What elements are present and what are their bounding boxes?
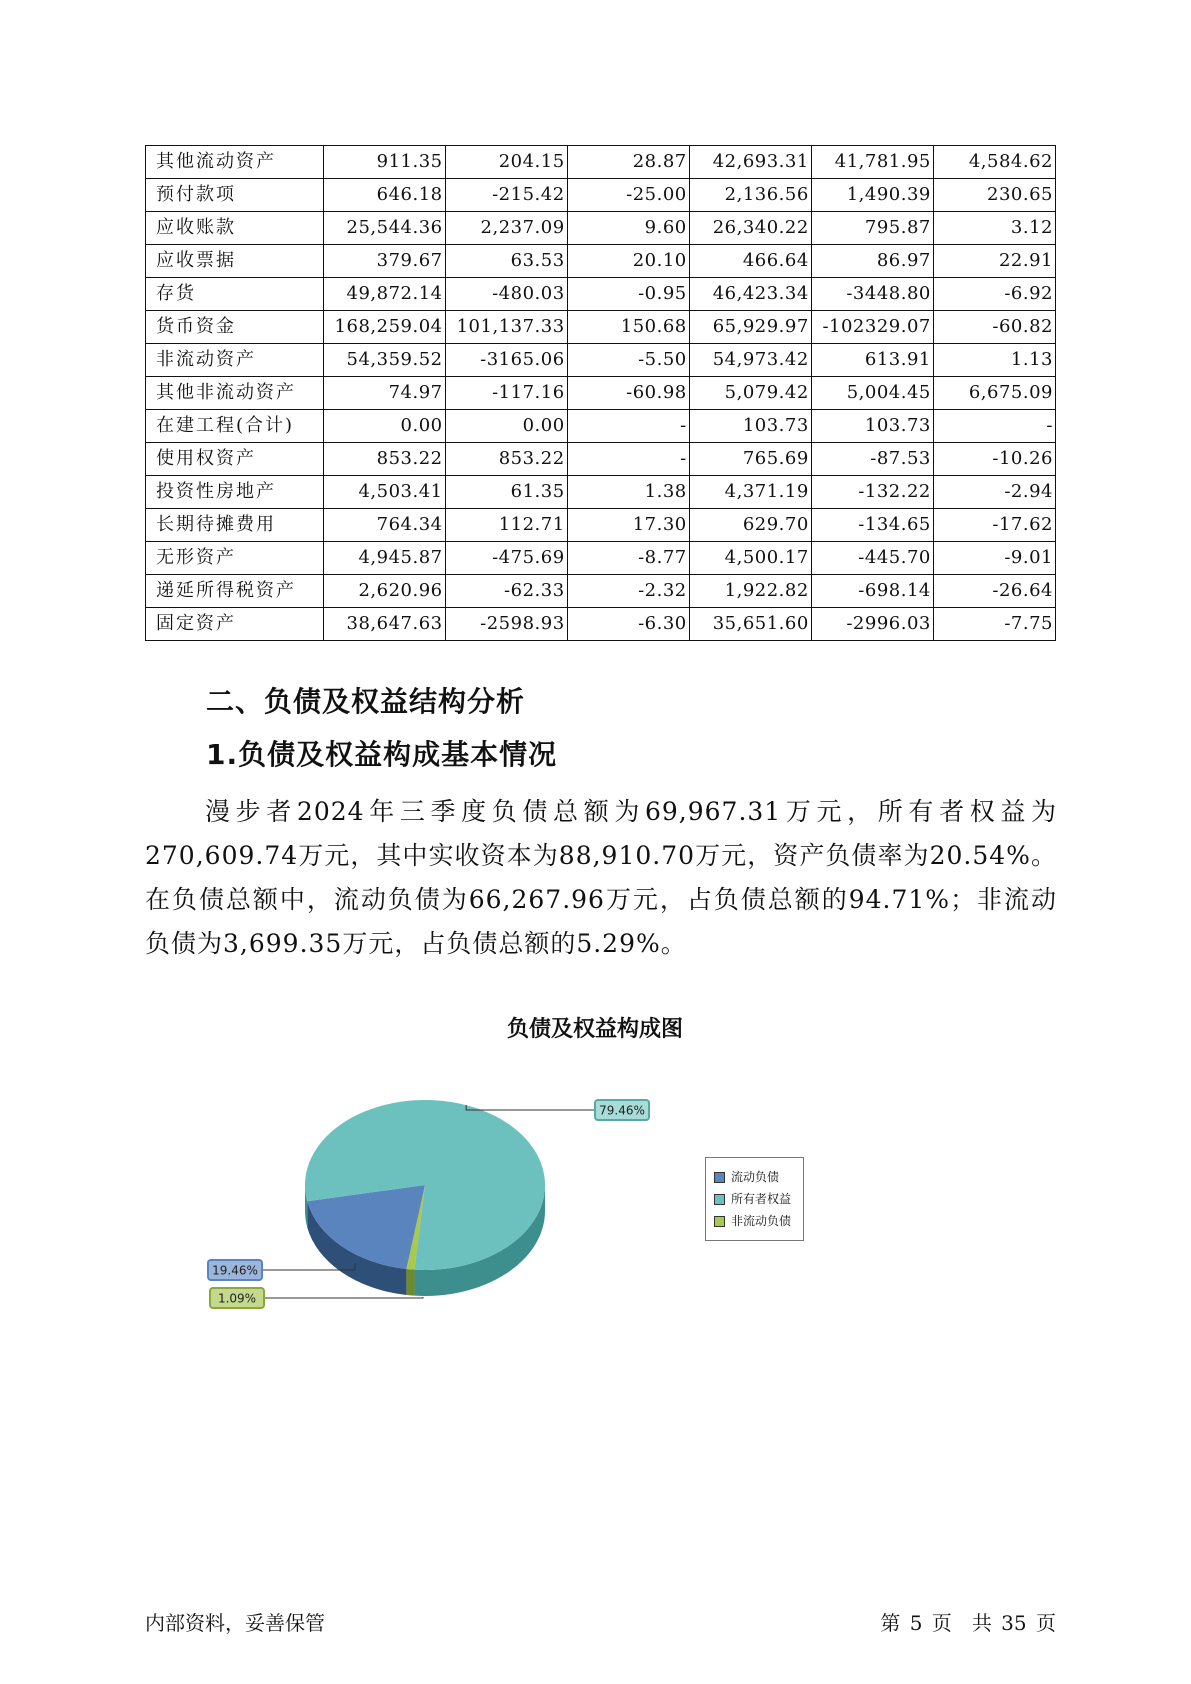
value-cell: 28.87 <box>567 146 689 179</box>
row-label-cell: 预付款项 <box>146 179 324 212</box>
value-cell: -475.69 <box>445 542 567 575</box>
value-cell: 646.18 <box>323 179 445 212</box>
value-cell: - <box>933 410 1055 443</box>
legend-item <box>714 1188 803 1210</box>
value-cell: -10.26 <box>933 443 1055 476</box>
legend-item <box>714 1166 803 1188</box>
value-cell: -102329.07 <box>811 311 933 344</box>
table-row <box>146 377 1056 410</box>
value-cell: -117.16 <box>445 377 567 410</box>
value-cell: -87.53 <box>811 443 933 476</box>
value-cell: 5,079.42 <box>689 377 811 410</box>
chart-legend <box>705 1157 804 1241</box>
value-cell: 2,136.56 <box>689 179 811 212</box>
chart-title: 负债及权益构成图 <box>506 1017 683 1042</box>
value-cell: 765.69 <box>689 443 811 476</box>
legend-item <box>714 1210 803 1232</box>
value-cell: -7.75 <box>933 608 1055 641</box>
footer-page-number: 第 5 页 共 35 页 <box>880 1611 1056 1635</box>
value-cell: 379.67 <box>323 245 445 278</box>
value-cell: -60.98 <box>567 377 689 410</box>
value-cell: 17.30 <box>567 509 689 542</box>
legend-label: 非流动负债 <box>731 1214 792 1228</box>
value-cell: -62.33 <box>445 575 567 608</box>
row-label-cell: 递延所得税资产 <box>146 575 324 608</box>
value-cell: -215.42 <box>445 179 567 212</box>
value-cell: 35,651.60 <box>689 608 811 641</box>
value-cell: 26,340.22 <box>689 212 811 245</box>
value-cell: -17.62 <box>933 509 1055 542</box>
table-row <box>146 410 1056 443</box>
row-label-cell: 其他非流动资产 <box>146 377 324 410</box>
leader-line <box>264 1297 423 1298</box>
value-cell: 9.60 <box>567 212 689 245</box>
value-cell: -60.82 <box>933 311 1055 344</box>
value-cell: 42,693.31 <box>689 146 811 179</box>
row-label-cell: 非流动资产 <box>146 344 324 377</box>
value-cell: 204.15 <box>445 146 567 179</box>
value-cell: 4,371.19 <box>689 476 811 509</box>
value-cell: -6.92 <box>933 278 1055 311</box>
value-cell: 103.73 <box>689 410 811 443</box>
value-cell: -9.01 <box>933 542 1055 575</box>
value-cell: 20.10 <box>567 245 689 278</box>
value-cell: 150.68 <box>567 311 689 344</box>
data-label: 1.09% <box>217 1291 257 1306</box>
value-cell: -134.65 <box>811 509 933 542</box>
value-cell: 853.22 <box>445 443 567 476</box>
value-cell: -26.64 <box>933 575 1055 608</box>
value-cell: 6,675.09 <box>933 377 1055 410</box>
value-cell: 101,137.33 <box>445 311 567 344</box>
value-cell: 4,500.17 <box>689 542 811 575</box>
value-cell: 1.38 <box>567 476 689 509</box>
legend-swatch <box>714 1216 725 1227</box>
value-cell: 613.91 <box>811 344 933 377</box>
value-cell: 74.97 <box>323 377 445 410</box>
value-cell: 49,872.14 <box>323 278 445 311</box>
legend-label: 流动负债 <box>731 1170 780 1184</box>
value-cell: -5.50 <box>567 344 689 377</box>
value-cell: -445.70 <box>811 542 933 575</box>
value-cell: 4,503.41 <box>323 476 445 509</box>
value-cell: 795.87 <box>811 212 933 245</box>
value-cell: 63.53 <box>445 245 567 278</box>
row-label-cell: 其他流动资产 <box>146 146 324 179</box>
value-cell: 764.34 <box>323 509 445 542</box>
value-cell: 4,584.62 <box>933 146 1055 179</box>
row-label-cell: 固定资产 <box>146 608 324 641</box>
value-cell: -25.00 <box>567 179 689 212</box>
value-cell: 38,647.63 <box>323 608 445 641</box>
value-cell: 41,781.95 <box>811 146 933 179</box>
value-cell: -2996.03 <box>811 608 933 641</box>
table-row <box>146 476 1056 509</box>
legend-label: 所有者权益 <box>731 1192 792 1206</box>
value-cell: 54,359.52 <box>323 344 445 377</box>
pie-slice-side <box>406 1269 414 1296</box>
value-cell: 911.35 <box>323 146 445 179</box>
value-cell: 0.00 <box>445 410 567 443</box>
value-cell: 22.91 <box>933 245 1055 278</box>
row-label-cell: 货币资金 <box>146 311 324 344</box>
legend-swatch <box>714 1194 725 1205</box>
value-cell: -0.95 <box>567 278 689 311</box>
table-row <box>146 575 1056 608</box>
value-cell: 103.73 <box>811 410 933 443</box>
value-cell: 1,490.39 <box>811 179 933 212</box>
value-cell: -698.14 <box>811 575 933 608</box>
value-cell: -3448.80 <box>811 278 933 311</box>
value-cell: 0.00 <box>323 410 445 443</box>
value-cell: 853.22 <box>323 443 445 476</box>
value-cell: 54,973.42 <box>689 344 811 377</box>
value-cell: -2.94 <box>933 476 1055 509</box>
value-cell: -480.03 <box>445 278 567 311</box>
table-row <box>146 344 1056 377</box>
row-label-cell: 投资性房地产 <box>146 476 324 509</box>
value-cell: 61.35 <box>445 476 567 509</box>
value-cell: 112.71 <box>445 509 567 542</box>
value-cell: -6.30 <box>567 608 689 641</box>
value-cell: - <box>567 443 689 476</box>
table-row <box>146 278 1056 311</box>
table-row <box>146 311 1056 344</box>
table-row <box>146 443 1056 476</box>
value-cell: 46,423.34 <box>689 278 811 311</box>
value-cell: -2.32 <box>567 575 689 608</box>
value-cell: 466.64 <box>689 245 811 278</box>
table-row <box>146 146 1056 179</box>
value-cell: - <box>567 410 689 443</box>
value-cell: 4,945.87 <box>323 542 445 575</box>
table-row <box>146 608 1056 641</box>
value-cell: 1.13 <box>933 344 1055 377</box>
value-cell: 2,620.96 <box>323 575 445 608</box>
data-label: 19.46% <box>212 1263 258 1278</box>
table-row <box>146 245 1056 278</box>
row-label-cell: 长期待摊费用 <box>146 509 324 542</box>
value-cell: 230.65 <box>933 179 1055 212</box>
value-cell: -132.22 <box>811 476 933 509</box>
pie-chart <box>190 1080 690 1330</box>
table-row <box>146 509 1056 542</box>
row-label-cell: 存货 <box>146 278 324 311</box>
table-row <box>146 179 1056 212</box>
asset-change-table <box>145 145 1056 641</box>
value-cell: 168,259.04 <box>323 311 445 344</box>
table-row <box>146 212 1056 245</box>
value-cell: 3.12 <box>933 212 1055 245</box>
value-cell: -3165.06 <box>445 344 567 377</box>
row-label-cell: 应收账款 <box>146 212 324 245</box>
data-label: 79.46% <box>599 1103 645 1118</box>
value-cell: 1,922.82 <box>689 575 811 608</box>
footer-confidential-note: 内部资料，妥善保管 <box>145 1611 325 1635</box>
subsection-heading: 1.负债及权益构成基本情况 <box>206 738 558 771</box>
row-label-cell: 应收票据 <box>146 245 324 278</box>
analysis-paragraph: 漫步者2024年三季度负债总额为69,967.31万元，所有者权益为270,609.74万元，其中实收资本为88,910.70万元，资产负债率为20.54%。在负债总额中，流动负债为66,267.96万元，占负债总额的94.71%；非流动负债为3,699.35万元，占负债总额的5.29%。 <box>145 797 1057 958</box>
value-cell: 86.97 <box>811 245 933 278</box>
value-cell: 5,004.45 <box>811 377 933 410</box>
row-label-cell: 使用权资产 <box>146 443 324 476</box>
value-cell: 65,929.97 <box>689 311 811 344</box>
section-heading: 二、负债及权益结构分析 <box>206 685 526 718</box>
leader-line <box>466 1105 595 1110</box>
table-row <box>146 542 1056 575</box>
legend-swatch <box>714 1172 725 1183</box>
value-cell: 629.70 <box>689 509 811 542</box>
row-label-cell: 在建工程(合计) <box>146 410 324 443</box>
value-cell: 2,237.09 <box>445 212 567 245</box>
value-cell: 25,544.36 <box>323 212 445 245</box>
row-label-cell: 无形资产 <box>146 542 324 575</box>
value-cell: -8.77 <box>567 542 689 575</box>
value-cell: -2598.93 <box>445 608 567 641</box>
